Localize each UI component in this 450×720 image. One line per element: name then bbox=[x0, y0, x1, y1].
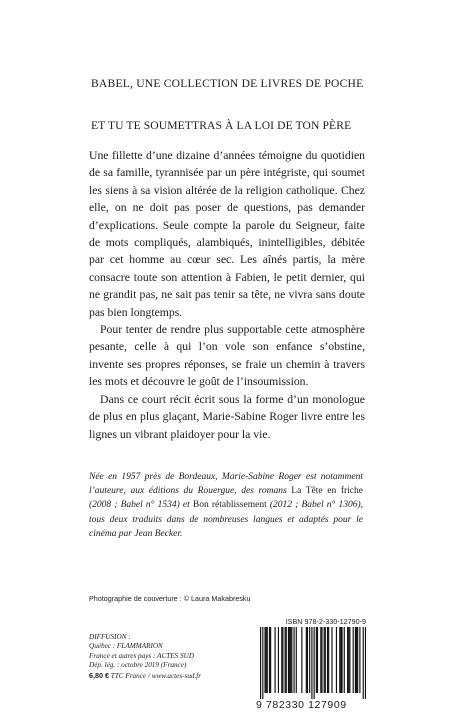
barcode-bar bbox=[286, 627, 287, 693]
barcode-bar bbox=[260, 627, 261, 699]
blurb-paragraph-3: Dans ce court récit écrit sous la forme d’un monologue de plus en plus glaçant, Marie-Sabine Roger livre entre les lignes un vibrant plaidoyer pour la vie. bbox=[89, 392, 365, 441]
barcode-digits: 9 782330 127909 bbox=[256, 699, 347, 711]
price: 6,80 € bbox=[89, 670, 109, 680]
distribution-label: DIFFUSION : bbox=[89, 633, 131, 641]
barcode-bar bbox=[344, 627, 345, 693]
bio-book-2: Bon rétablissement bbox=[192, 500, 267, 511]
barcode-bar bbox=[269, 627, 270, 693]
distribution-block bbox=[89, 633, 209, 681]
barcode-bar bbox=[264, 627, 265, 693]
barcode-bar bbox=[290, 627, 291, 693]
collection-line: BABEL, UNE COLLECTION DE LIVRES DE POCHE bbox=[91, 77, 364, 90]
price-line bbox=[89, 671, 209, 681]
barcode-bar bbox=[349, 627, 350, 693]
barcode-bar bbox=[316, 627, 317, 693]
barcode-bar bbox=[359, 627, 360, 693]
barcode-bar bbox=[289, 627, 290, 693]
barcode-bar bbox=[365, 627, 366, 699]
author-bio bbox=[89, 470, 363, 541]
barcode-bar bbox=[309, 627, 310, 693]
barcode-bars bbox=[260, 627, 366, 699]
bio-text-1: Née en 1957 près de Bordeaux, Marie-Sabine Roger est notamment l’auteure, aux éditions du Rouergue, des romans bbox=[89, 472, 363, 497]
barcode-bar bbox=[262, 627, 263, 699]
barcode-bar bbox=[291, 627, 292, 693]
bio-text-2: (2008 ; Babel n° 1534) et bbox=[89, 500, 193, 511]
barcode-bar bbox=[324, 627, 325, 693]
price-details: TTC France / www.actes-sud.fr bbox=[108, 671, 202, 680]
blurb bbox=[89, 147, 365, 443]
photo-credit: Photographie de couverture : © Laura Makabresku bbox=[89, 594, 251, 603]
legal-deposit: Dép. lég. : octobre 2019 (France) bbox=[89, 661, 187, 670]
barcode-bar bbox=[288, 627, 289, 693]
isbn: ISBN 978-2-330-12790-9 bbox=[285, 617, 366, 626]
barcode-bar bbox=[321, 627, 322, 693]
barcode-bar bbox=[353, 627, 354, 693]
barcode-bar bbox=[328, 627, 329, 693]
barcode-bar bbox=[336, 627, 337, 693]
book-title: ET TU TE SOUMETTRAS À LA LOI DE TON PÈRE bbox=[91, 119, 352, 132]
barcode-bar bbox=[293, 627, 294, 693]
barcode-bar bbox=[285, 627, 286, 693]
distribution-quebec: Québec : FLAMMARION bbox=[89, 642, 163, 651]
barcode-bar bbox=[281, 627, 282, 693]
bio-text-3: (2012 ; Babel n° 1306), tous deux traduits dans de nombreuses langues et adaptés pour le cinéma par Jean Becker. bbox=[89, 500, 363, 539]
barcode-bar bbox=[267, 627, 268, 693]
barcode-bar bbox=[275, 627, 276, 693]
barcode-bar bbox=[357, 627, 358, 693]
barcode-bar bbox=[348, 627, 349, 693]
distribution-france: France et autres pays : ACTES SUD bbox=[89, 651, 195, 660]
barcode-bar bbox=[314, 627, 315, 699]
barcode-bar bbox=[331, 627, 332, 693]
barcode-bar bbox=[266, 627, 267, 693]
bio-book-1: La Tête en friche bbox=[291, 486, 363, 497]
barcode-bar bbox=[347, 627, 348, 693]
barcode-bar bbox=[320, 627, 321, 693]
barcode-bar bbox=[341, 627, 342, 693]
barcode-bar bbox=[317, 627, 318, 693]
barcode-bar bbox=[270, 627, 271, 693]
barcode-bar bbox=[278, 627, 279, 693]
blurb-paragraph-1: Une fillette d’une dizaine d’années témoigne du quotidien de sa famille, tyrannisée par un père intégriste, qui soumet les siens à sa vision altérée de la religion catholique. Chez elle, on ne doit pas poser de questions, pas demander d’explications. Seule compte la parole du Seigneur, faite de mots compliqués, alambiqués, inintelligibles, débitée par cet homme au cœur sec. Les aînés partis, la mère consacre toute son attention à Fabien, le petit dernier, qui ne grandit pas, ne sait pas tenir sa tête, ne vivra sans doute pas bien longtemps. bbox=[89, 149, 365, 319]
barcode-bar bbox=[340, 627, 341, 693]
barcode-bar bbox=[327, 627, 328, 693]
barcode-bar bbox=[355, 627, 356, 693]
barcode-bar bbox=[301, 627, 302, 693]
barcode-bar bbox=[282, 627, 283, 693]
blurb-paragraph-2: Pour tenter de rendre plus supportable cette atmosphère pesante, celle à qui l’on vole son enfance s’obstine, invente ses propres réponses, se fraie un chemin à travers les mots et découvre le goût de l’insoumission. bbox=[89, 323, 365, 389]
barcode-bar bbox=[363, 627, 364, 699]
barcode-bar bbox=[296, 627, 297, 693]
barcode bbox=[260, 627, 366, 699]
barcode-bar bbox=[307, 627, 308, 693]
barcode-bar bbox=[339, 627, 340, 693]
barcode-bar bbox=[325, 627, 326, 693]
barcode-bar bbox=[311, 627, 312, 699]
barcode-bar bbox=[306, 627, 307, 693]
barcode-bar bbox=[356, 627, 357, 693]
